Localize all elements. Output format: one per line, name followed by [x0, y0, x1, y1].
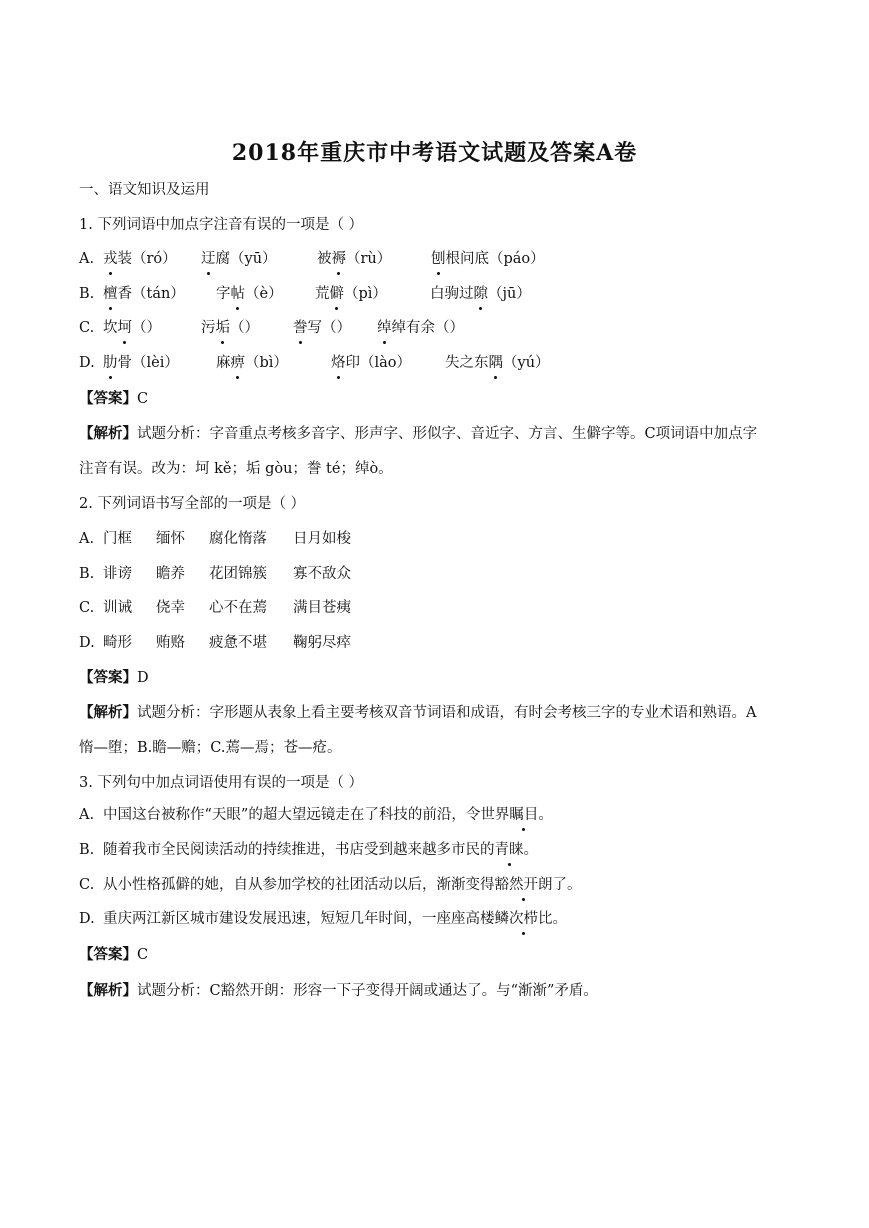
option-label: A. — [79, 251, 95, 267]
option-label: D. — [79, 911, 95, 927]
q1-option-b — [79, 284, 531, 304]
q1-c-item-2: 污垢（） — [201, 320, 259, 336]
q1-c-item-1: 坎坷（） — [103, 320, 161, 336]
q1-c-item-3: 誊写（） — [293, 320, 351, 336]
q2-answer — [79, 668, 149, 688]
q1-b-item-4: 白驹过隙（jū） — [430, 286, 531, 302]
q3-option-c: C. 从小性格孤僻的她，自从参加学校的社团活动以后，渐渐变得豁然开朗了。 — [79, 877, 582, 893]
q2-option-d: D. 畸形 贿赂 疲惫不堪 鞠躬尽瘁 — [79, 635, 351, 651]
q1-b-item-3: 荒僻（pì） — [315, 286, 387, 302]
q1-option-a — [79, 249, 545, 269]
q1-option-c — [79, 318, 464, 338]
q1-d-item-3: 烙印（lào） — [331, 355, 412, 371]
q2-analysis-line-1: 【解析】试题分析：字形题从表象上看主要考核双音节词语和成语，有时会考核三字的专业术语和熟语。A — [79, 704, 757, 721]
q1-analysis-line-2: 注音有误。改为：坷 kě；垢 gòu；誊 té；绰ò。 — [79, 461, 393, 477]
option-label: B. — [79, 842, 95, 858]
answer-value: C — [137, 947, 149, 963]
q2-option-a: A. 门框 缅怀 腐化惰落 日月如梭 — [79, 531, 351, 547]
answer-value: D — [137, 670, 149, 686]
option-label: D. — [79, 355, 95, 371]
q1-d-item-4: 失之东隅（yú） — [445, 355, 550, 371]
q2-analysis-line-2: 惰—堕；B.瞻—赡；C.蔫—焉；苍—疮。 — [79, 740, 342, 756]
q1-d-item-2: 麻痹（bì） — [216, 355, 288, 371]
q1-b-item-1: 檀香（tán） — [103, 286, 185, 302]
option-label: B. — [79, 566, 95, 582]
answer-tag: 【答案】 — [79, 390, 137, 407]
q3-answer — [79, 945, 148, 965]
analysis-tag: 【解析】 — [79, 982, 137, 999]
option-label: C. — [79, 320, 95, 336]
q3-option-b: B. 随着我市全民阅读活动的持续推进，书店受到越来越多市民的青睐。 — [79, 842, 538, 858]
answer-tag: 【答案】 — [79, 669, 137, 686]
q1-stem: 1. 下列词语中加点字注音有误的一项是（ ） — [79, 217, 364, 233]
q2-option-b: B. 诽谤 瞻养 花团锦簇 寡不敌众 — [79, 566, 351, 582]
q1-a-item-1: 戎装（ró） — [103, 251, 177, 267]
option-label: A. — [79, 531, 95, 547]
option-label: A. — [79, 807, 95, 823]
answer-tag: 【答案】 — [79, 946, 137, 963]
q1-analysis-line-1: 【解析】试题分析：字音重点考核多音字、形声字、形似字、音近字、方言、生僻字等。C项词语中加点字 — [79, 425, 758, 442]
section-heading: 一、语文知识及运用 — [79, 182, 210, 198]
q3-option-d: D. 重庆两江新区城市建设发展迅速，短短几年时间，一座座高楼鳞次栉比。 — [79, 911, 567, 927]
q1-a-item-4: 刨根问底（páo） — [431, 251, 545, 267]
answer-value: C — [137, 391, 149, 407]
option-label: C. — [79, 877, 95, 893]
option-label: B. — [79, 286, 95, 302]
page-title: 2018年重庆市中考语文试题及答案A卷 — [231, 140, 638, 166]
option-label: D. — [79, 635, 95, 651]
analysis-tag: 【解析】 — [79, 425, 137, 442]
q2-stem: 2. 下列词语书写全部的一项是（ ） — [79, 496, 306, 512]
q1-d-item-1: 肋骨（lèi） — [103, 355, 179, 371]
q1-c-item-4: 绰绰有余（） — [377, 320, 464, 336]
q3-stem: 3. 下列句中加点词语使用有误的一项是（ ） — [79, 775, 364, 791]
q1-option-d — [79, 353, 550, 373]
analysis-tag: 【解析】 — [79, 704, 137, 721]
q1-b-item-2: 字帖（è） — [216, 286, 283, 302]
q3-option-a: A. 中国这台被称作“天眼”的超大望远镜走在了科技的前沿，令世界瞩目。 — [79, 807, 553, 823]
q1-a-item-2: 迂腐（yū） — [201, 251, 277, 267]
option-label: C. — [79, 600, 95, 616]
q1-a-item-3: 被褥（rù） — [317, 251, 392, 267]
q2-option-c: C. 训诫 侥幸 心不在蔫 满目苍痍 — [79, 600, 351, 616]
q3-analysis-line-1: 【解析】试题分析：C豁然开朗：形容一下子变得开阔或通达了。与“渐渐”矛盾。 — [79, 982, 598, 999]
q1-answer — [79, 389, 148, 409]
